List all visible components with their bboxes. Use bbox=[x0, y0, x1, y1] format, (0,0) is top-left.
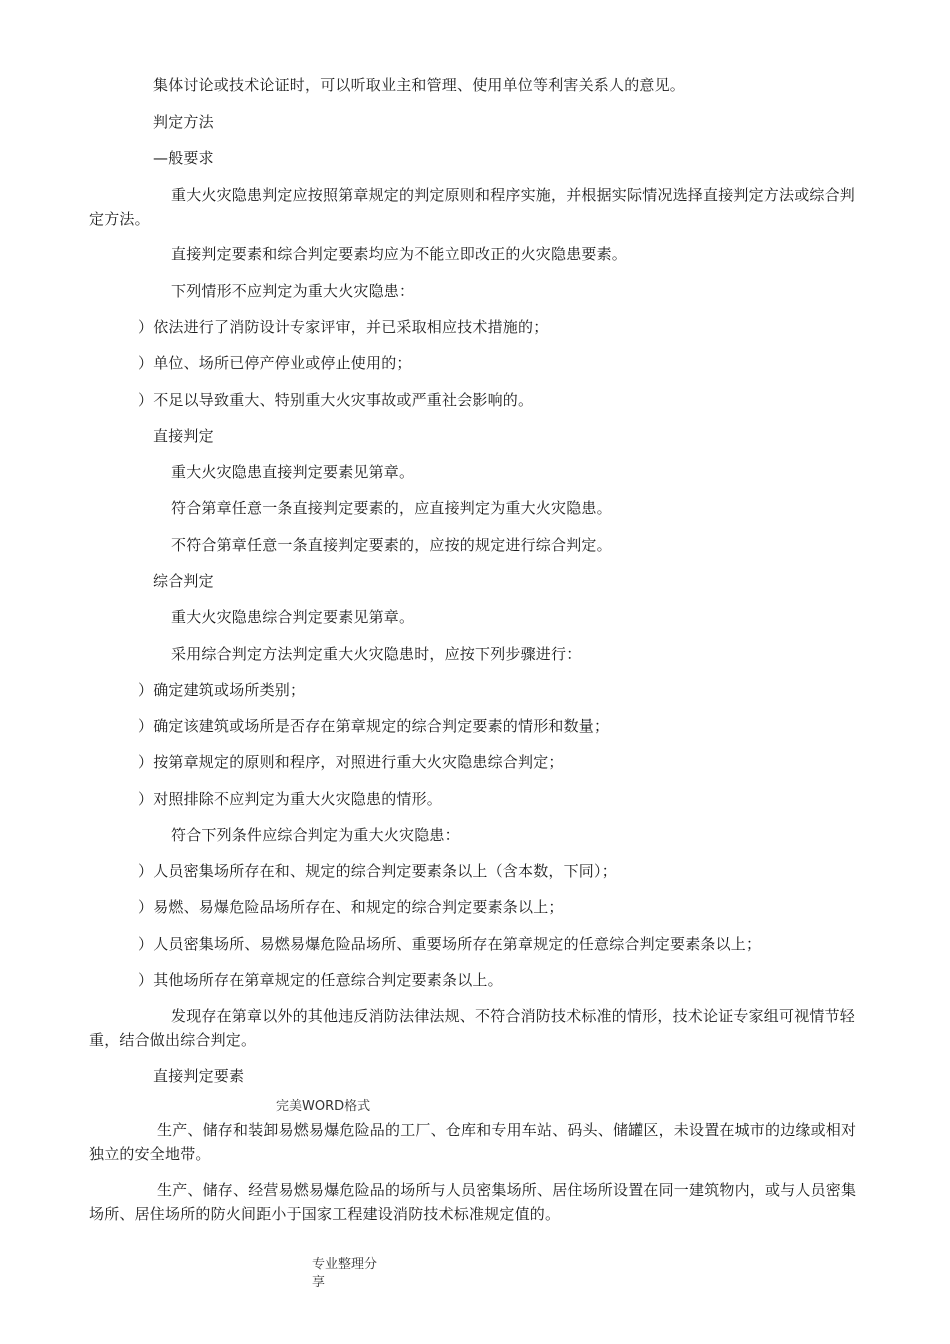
paragraph: 采用综合判定方法判定重大火灾隐患时，应按下列步骤进行： bbox=[171, 645, 582, 663]
paragraph: 生产、储存、经营易燃易爆危险品的场所与人员密集场所、居住场所设置在同一建筑物内，或与人员密集场所、居住场所的防火间距小于国家工程建设消防技术标准规定值的。 bbox=[89, 1181, 857, 1223]
list-item: ）对照排除不应判定为重大火灾隐患的情形。 bbox=[138, 790, 443, 808]
list-item: ）按第章规定的原则和程序，对照进行重大火灾隐患综合判定； bbox=[138, 753, 564, 771]
paragraph: 不符合第章任意一条直接判定要素的，应按的规定进行综合判定。 bbox=[171, 536, 612, 554]
paragraph: 下列情形不应判定为重大火灾隐患： bbox=[171, 282, 415, 300]
list-item: ）依法进行了消防设计专家评审，并已采取相应技术措施的； bbox=[138, 318, 549, 336]
paragraph: 重大火灾隐患直接判定要素见第章。 bbox=[171, 463, 415, 481]
subsection-heading: 直接判定 bbox=[153, 427, 214, 445]
paragraph: 生产、储存和装卸易燃易爆危险品的工厂、仓库和专用车站、码头、储罐区，未设置在城市的边缘或相对独立的安全地带。 bbox=[89, 1121, 857, 1163]
paragraph: 重大火灾隐患综合判定要素见第章。 bbox=[171, 608, 415, 626]
section-heading: 判定方法 bbox=[153, 113, 214, 131]
list-item: ）人员密集场所、易燃易爆危险品场所、重要场所存在第章规定的任意综合判定要素条以上； bbox=[138, 935, 762, 953]
paragraph: 重大火灾隐患判定应按照第章规定的判定原则和程序实施，并根据实际情况选择直接判定方法或综合判定方法。 bbox=[89, 186, 856, 228]
subsection-heading: —般要求 bbox=[153, 149, 214, 167]
footer-watermark: 专业整理分享 bbox=[312, 1257, 378, 1290]
paragraph: 发现存在第章以外的其他违反消防法律法规、不符合消防技术标准的情形，技术论证专家组可视情节轻重，结合做出综合判定。 bbox=[89, 1007, 856, 1049]
watermark-text: 完美WORD格式 bbox=[276, 1099, 371, 1114]
list-item: ）确定建筑或场所类别； bbox=[138, 681, 306, 699]
paragraph-line: 集体讨论或技术论证时，可以听取业主和管理、使用单位等利害关系人的意见。 bbox=[153, 76, 686, 94]
list-item: ）人员密集场所存在和、规定的综合判定要素条以上（含本数，下同）； bbox=[138, 862, 617, 880]
list-item: ）确定该建筑或场所是否存在第章规定的综合判定要素的情形和数量； bbox=[138, 717, 610, 735]
paragraph: 符合第章任意一条直接判定要素的，应直接判定为重大火灾隐患。 bbox=[171, 499, 612, 517]
paragraph: 符合下列条件应综合判定为重大火灾隐患： bbox=[171, 826, 460, 844]
list-item: ）单位、场所已停产停业或停止使用的； bbox=[138, 354, 412, 372]
subsection-heading: 综合判定 bbox=[153, 572, 214, 590]
list-item: ）其他场所存在第章规定的任意综合判定要素条以上。 bbox=[138, 971, 503, 989]
list-item: ）不足以导致重大、特别重大火灾事故或严重社会影响的。 bbox=[138, 391, 534, 409]
list-item: ）易燃、易爆危险品场所存在、和规定的综合判定要素条以上； bbox=[138, 898, 564, 916]
paragraph: 直接判定要素和综合判定要素均应为不能立即改正的火灾隐患要素。 bbox=[171, 245, 628, 263]
subsection-heading: 直接判定要素 bbox=[153, 1067, 245, 1085]
